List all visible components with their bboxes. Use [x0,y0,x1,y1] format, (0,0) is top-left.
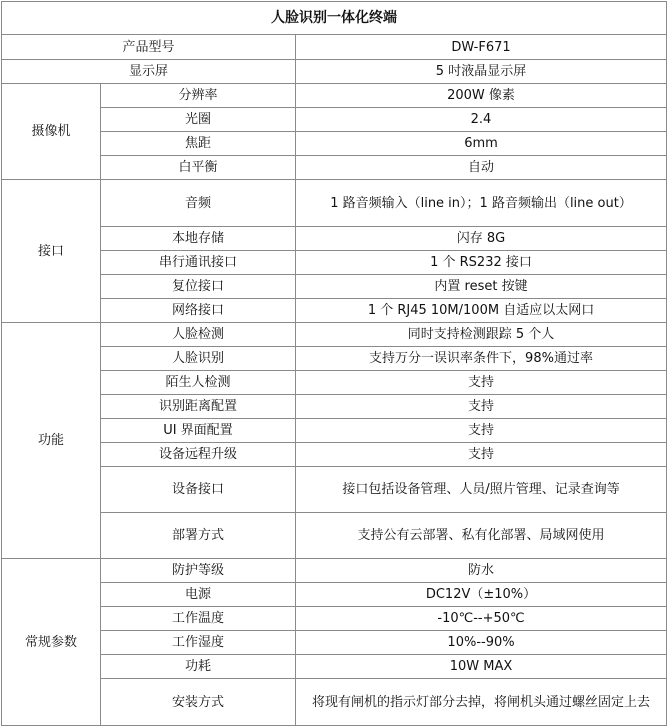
table-row [2,513,667,559]
table-row [2,655,667,679]
table-row [2,419,667,443]
table-row [2,395,667,419]
table-row [2,631,667,655]
table-row [2,583,667,607]
param-label: 分辨率 [101,84,296,108]
table-row [2,227,667,251]
param-label: 光圈 [101,108,296,132]
param-value: DW-F671 [296,35,667,60]
param-label: 人脸检测 [101,323,296,347]
table-row [2,84,667,108]
param-value: 支持万分一误识率条件下，98%通过率 [296,347,667,371]
title-row [2,2,667,35]
table-row [2,467,667,513]
table-row [2,180,667,227]
param-value: 5 吋液晶显示屏 [296,60,667,84]
param-label: 识别距离配置 [101,395,296,419]
param-value: 200W 像素 [296,84,667,108]
param-label: 陌生人检测 [101,371,296,395]
param-value: 支持 [296,395,667,419]
table-row [2,299,667,323]
param-label: 本地存储 [101,227,296,251]
param-label: 设备远程升级 [101,443,296,467]
param-label: 白平衡 [101,156,296,180]
param-value: 同时支持检测跟踪 5 个人 [296,323,667,347]
param-label: 串行通讯接口 [101,251,296,275]
param-value: DC12V（±10%） [296,583,667,607]
table-row [2,251,667,275]
param-label: 工作温度 [101,607,296,631]
param-label: 网络接口 [101,299,296,323]
param-value: 自动 [296,156,667,180]
group-label-function: 功能 [2,323,101,559]
table-title: 人脸识别一体化终端 [2,2,667,35]
param-label: 焦距 [101,132,296,156]
param-value: 防水 [296,559,667,583]
param-value: 2.4 [296,108,667,132]
param-value: 10%--90% [296,631,667,655]
param-value: 支持 [296,419,667,443]
table-row [2,347,667,371]
group-label-interface: 接口 [2,180,101,323]
param-value: 1 路音频输入（line in）；1 路音频输出（line out） [296,180,667,227]
table-row [2,35,667,60]
table-row [2,60,667,84]
param-value: 1 个 RJ45 10M/100M 自适应以太网口 [296,299,667,323]
table-row [2,156,667,180]
param-label: 安装方式 [101,679,296,726]
param-label: 人脸识别 [101,347,296,371]
param-label: 防护等级 [101,559,296,583]
param-label: 复位接口 [101,275,296,299]
param-label: 显示屏 [2,60,296,84]
param-label: 产品型号 [2,35,296,60]
param-value: 10W MAX [296,655,667,679]
param-value: 将现有闸机的指示灯部分去掉，将闸机头通过螺丝固定上去 [296,679,667,726]
param-label: 工作湿度 [101,631,296,655]
param-label: UI 界面配置 [101,419,296,443]
table-row [2,371,667,395]
table-row [2,275,667,299]
param-value: 支持 [296,443,667,467]
table-row [2,108,667,132]
param-value: 闪存 8G [296,227,667,251]
group-label-camera: 摄像机 [2,84,101,180]
param-value: -10℃--+50℃ [296,607,667,631]
param-value: 内置 reset 按键 [296,275,667,299]
param-value: 1 个 RS232 接口 [296,251,667,275]
table-row [2,443,667,467]
param-value: 支持公有云部署、私有化部署、局域网使用 [296,513,667,559]
table-row [2,132,667,156]
table-row [2,323,667,347]
group-label-general: 常规参数 [2,559,101,726]
param-label: 电源 [101,583,296,607]
param-value: 接口包括设备管理、人员/照片管理、记录查询等 [296,467,667,513]
param-label: 功耗 [101,655,296,679]
param-label: 音频 [101,180,296,227]
param-label: 设备接口 [101,467,296,513]
param-value: 6mm [296,132,667,156]
param-label: 部署方式 [101,513,296,559]
table-row [2,559,667,583]
param-value: 支持 [296,371,667,395]
table-row [2,607,667,631]
table-row [2,679,667,726]
spec-table [1,1,667,726]
